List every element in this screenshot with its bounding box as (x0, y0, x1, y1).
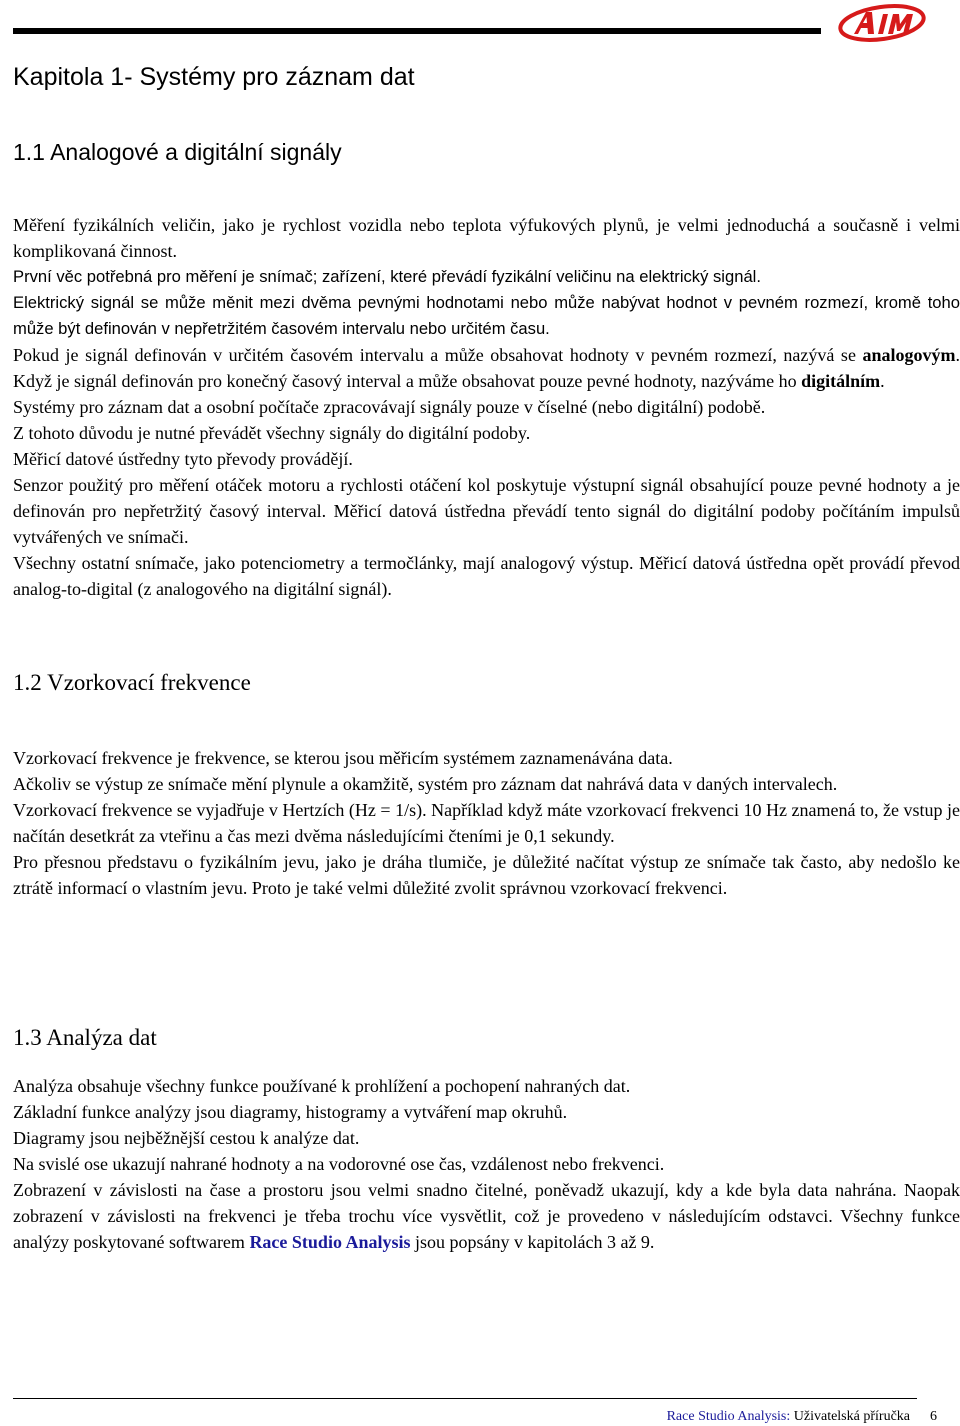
paragraph: Analýza obsahuje všechny funkce používané k prohlížení a pochopení nahraných dat. (13, 1076, 631, 1096)
bold-term-digitalnim: digitálním (801, 371, 881, 391)
paragraph: Diagramy jsou nejběžnější cestou k analýze dat. (13, 1128, 360, 1148)
section-3-heading: 1.3 Analýza dat (13, 1025, 157, 1050)
paragraph: Vzorkovací frekvence se vyjadřuje v Hertzích (Hz = 1/s). Například když máte vzorkovací frekvenci 10 Hz znamená to, že vstup je načítán desetkrát za vteřinu a čas mezi dvěma následujícími čteními je 0,1 sekundy. (13, 800, 960, 846)
footer-rule (13, 1398, 917, 1399)
chapter-title: Kapitola 1- Systémy pro záznam dat (13, 63, 415, 91)
paragraph: Pro přesnou představu o fyzikálním jevu, jako je dráha tlumiče, je důležité načítat výstup ze snímače tak často, aby nedošlo ke ztrátě informací o vlastním jevu. Proto je také velmi důležité zvolit správnou vzorkovací frekvenci. (13, 852, 960, 898)
text-run: Pokud je signál definován v určitém časovém intervalu a může obsahovat hodnoty v pevném rozmezí, nazývá se (13, 345, 863, 365)
section-2-body (13, 745, 960, 901)
aim-logo-icon (836, 2, 928, 44)
paragraph: Na svislé ose ukazují nahrané hodnoty a na vodorovné ose čas, vzdálenost nebo frekvenci. (13, 1154, 665, 1174)
paragraph: Ačkoliv se výstup ze snímače mění plynule a okamžitě, systém pro záznam dat nahrává data v daných intervalech. (13, 774, 838, 794)
paragraph: Měření fyzikálních veličin, jako je rychlost vozidla nebo teplota výfukových plynů, je velmi jednoduchá a současně i velmi komplikovaná činnost. (13, 215, 960, 261)
software-name: Race Studio Analysis (249, 1232, 411, 1252)
section-3-body (13, 1073, 960, 1255)
paragraph: Měřicí datové ústředny tyto převody provádějí. (13, 449, 353, 469)
text-run: . Když je signál definován pro konečný časový interval a může obsahovat pouze pevné hodnoty, nazýváme ho (13, 345, 960, 391)
paragraph: Vzorkovací frekvence je frekvence, se kterou jsou měřicím systémem zaznamenávána data. (13, 748, 673, 768)
header-rule (13, 28, 821, 34)
section-1-heading: 1.1 Analogové a digitální signály (13, 139, 342, 165)
page-number: 6 (930, 1409, 937, 1424)
paragraph: První věc potřebná pro měření je snímač; zařízení, které převádí fyzikální veličinu na elektrický signál. (13, 267, 761, 286)
section-1-body (13, 212, 960, 602)
text-run: . (880, 371, 885, 391)
footer-title (640, 1408, 910, 1426)
paragraph (13, 1177, 960, 1255)
text-run: Zobrazení v závislosti na čase a prostoru jsou velmi snadno čitelné, poněvadž ukazují, kdy a kde byla data nahrána. Naopak zobrazení v závislosti na frekvenci je třeba trochu více vysvětlit, což je provedeno v následujícím odstavci. Všechny funkce analýzy poskytované softwarem (13, 1180, 960, 1252)
footer-doc-name: Uživatelská příručka (790, 1409, 910, 1424)
text-run: jsou popsány v kapitolách 3 až 9. (410, 1232, 655, 1252)
paragraph (13, 342, 960, 394)
section-2-heading: 1.2 Vzorkovací frekvence (13, 670, 251, 695)
paragraph: Senzor použitý pro měření otáček motoru a rychlosti otáčení kol poskytuje výstupní signál obsahující pouze pevné hodnoty a je definován pro nepřetržitý časový interval. Měřicí datová ústředna převádí tento signál do digitální podoby počítáním impulsů vytvářených ve snímači. (13, 475, 960, 547)
paragraph: Elektrický signál se může měnit mezi dvěma pevnými hodnotami nebo může nabývat hodnot v pevném rozmezí, kromě toho může být definován v nepřetržitém časovém intervalu nebo určitém času. (13, 293, 960, 338)
paragraph: Systémy pro záznam dat a osobní počítače zpracovávají signály pouze v číselné (nebo digitální) podobě. (13, 397, 766, 417)
paragraph: Základní funkce analýzy jsou diagramy, histogramy a vytváření map okruhů. (13, 1102, 568, 1122)
paragraph: Všechny ostatní snímače, jako potenciometry a termočlánky, mají analogový výstup. Měřicí datová ústředna opět provádí převod analog-to-digital (z analogového na digitální signál). (13, 553, 960, 599)
footer-app-name: Race Studio Analysis: (666, 1409, 791, 1424)
paragraph: Z tohoto důvodu je nutné převádět všechny signály do digitální podoby. (13, 423, 531, 443)
bold-term-analogovym: analogovým (862, 345, 956, 365)
